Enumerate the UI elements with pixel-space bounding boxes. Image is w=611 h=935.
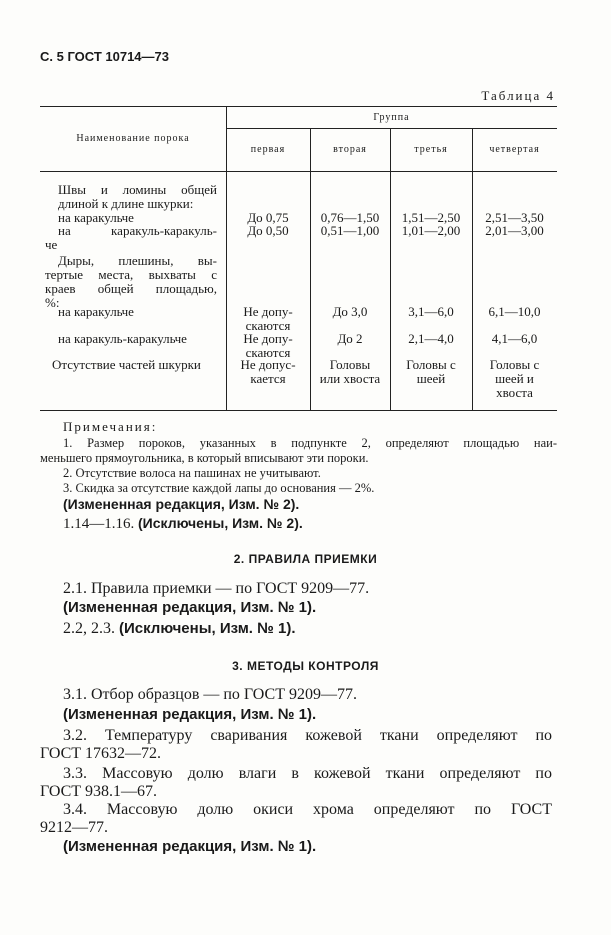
table-header-rule [40,171,557,172]
row-label-missing-parts: Отсутствие частей шкурки [52,357,201,372]
table-cell: 0,76—1,50 [320,210,380,225]
section-3-title: 3. МЕТОДЫ КОНТРОЛЯ [232,659,379,673]
table-cell: 6,1—10,0 [488,304,541,319]
table-cell: До 0,75 [247,210,289,225]
table-cell: Не допу- скаются [243,304,293,333]
column-header-group-1: первая [250,144,286,155]
table-bottom-rule [40,410,557,411]
section-2-para-1: 2.1. Правила приемки — по ГОСТ 9209—77. [63,580,370,597]
column-header-name: Наименование порока [76,133,190,144]
notes-title: Примечания: [63,419,158,434]
excluded-items-number: 1.14—1.16. [63,516,135,532]
section-2-amendment: (Измененная редакция, Изм. № 1). [63,599,317,616]
section-3-para-4-line-1: 3.4. Массовую долю окиси хрома определяют по ГОСТ [63,801,552,818]
section-2-excluded [63,620,296,638]
table-label: Таблица 4 [481,88,555,103]
section-2-excluded-number: 2.2, 2.3. [63,620,115,637]
table-top-rule [40,106,557,107]
section-3-amendment-2: (Измененная редакция, Изм. № 1). [63,838,317,855]
note-1-line-1: 1. Размер пороков, указанных в подпункте 2, определяют площадью наи- [63,436,557,450]
section-3-para-1: 3.1. Отбор образцов — по ГОСТ 9209—77. [63,686,357,703]
table-cell: 1,51—2,50 [401,210,461,225]
table-cell: 1,01—2,00 [401,223,461,238]
row-label-seams-karakulcha: на каракульче [58,210,134,225]
excluded-items [63,514,303,533]
column-header-group-3: третья [414,144,448,155]
table-cell: 2,51—3,50 [485,210,544,225]
section-3-para-4-line-2: 9212—77. [40,819,108,836]
section-3-para-3-line-2: ГОСТ 938.1—67. [40,783,158,800]
table-cell: До 2 [337,331,363,346]
table-cell: Головы или хвоста [319,357,381,386]
group-header-rule [226,128,557,129]
column-header-group-4: четвертая [489,144,540,155]
note-3: 3. Скидка за отсутствие каждой лапы до основания — 2%. [63,481,375,495]
table-cell: 0,51—1,00 [320,223,380,238]
table-cell: До 0,50 [247,223,289,238]
table-cell: 2,1—4,0 [408,331,454,346]
excluded-items-text: (Исключены, Изм. № 2). [138,515,303,531]
note-1-line-2: меньшего прямоугольника, в который вписывают эти пороки. [40,451,369,465]
page-header: С. 5 ГОСТ 10714—73 [40,49,169,64]
table-cell: 4,1—6,0 [491,331,538,346]
table-cell: До 3,0 [332,304,368,319]
row-label-seams-karakul-karakulcha: на каракуль-каракуль- че [45,223,217,252]
table-cell: Головы с шеей и хвоста [489,357,540,400]
table-cell: Не допус- кается [240,357,296,386]
note-2: 2. Отсутствие волоса на пашинах не учитывают. [63,466,321,480]
row-label-holes-karakulcha: на каракульче [58,304,134,319]
section-2-excluded-text: (Исключены, Изм. № 1). [119,620,296,637]
column-header-group: Группа [373,112,410,123]
row-label-holes-karakul-karakulcha: на каракуль-каракульче [58,331,187,346]
section-2-title: 2. ПРАВИЛА ПРИЕМКИ [233,552,378,566]
amendment-note: (Измененная редакция, Изм. № 2). [63,496,300,512]
row-label-seams: Швы и ломины общей длиной к длине шкурки: [58,182,217,211]
section-3-para-2-line-2: ГОСТ 17632—72. [40,745,162,762]
table-cell: Не допу- скаются [243,331,293,360]
row-label-holes: Дыры, плешины, вы- тертые места, выхваты с краев общей площадью, %: [45,253,217,310]
column-header-group-2: вторая [333,144,367,155]
table-cell: Головы с шеей [406,357,456,386]
section-3-amendment-1: (Измененная редакция, Изм. № 1). [63,706,317,723]
section-3-para-3-line-1: 3.3. Массовую долю влаги в кожевой ткани определяют по [63,765,552,782]
section-3-para-2-line-1: 3.2. Температуру сваривания кожевой ткани определяют по [63,727,552,744]
table-cell: 3,1—6,0 [408,304,454,319]
table-cell: 2,01—3,00 [485,223,544,238]
